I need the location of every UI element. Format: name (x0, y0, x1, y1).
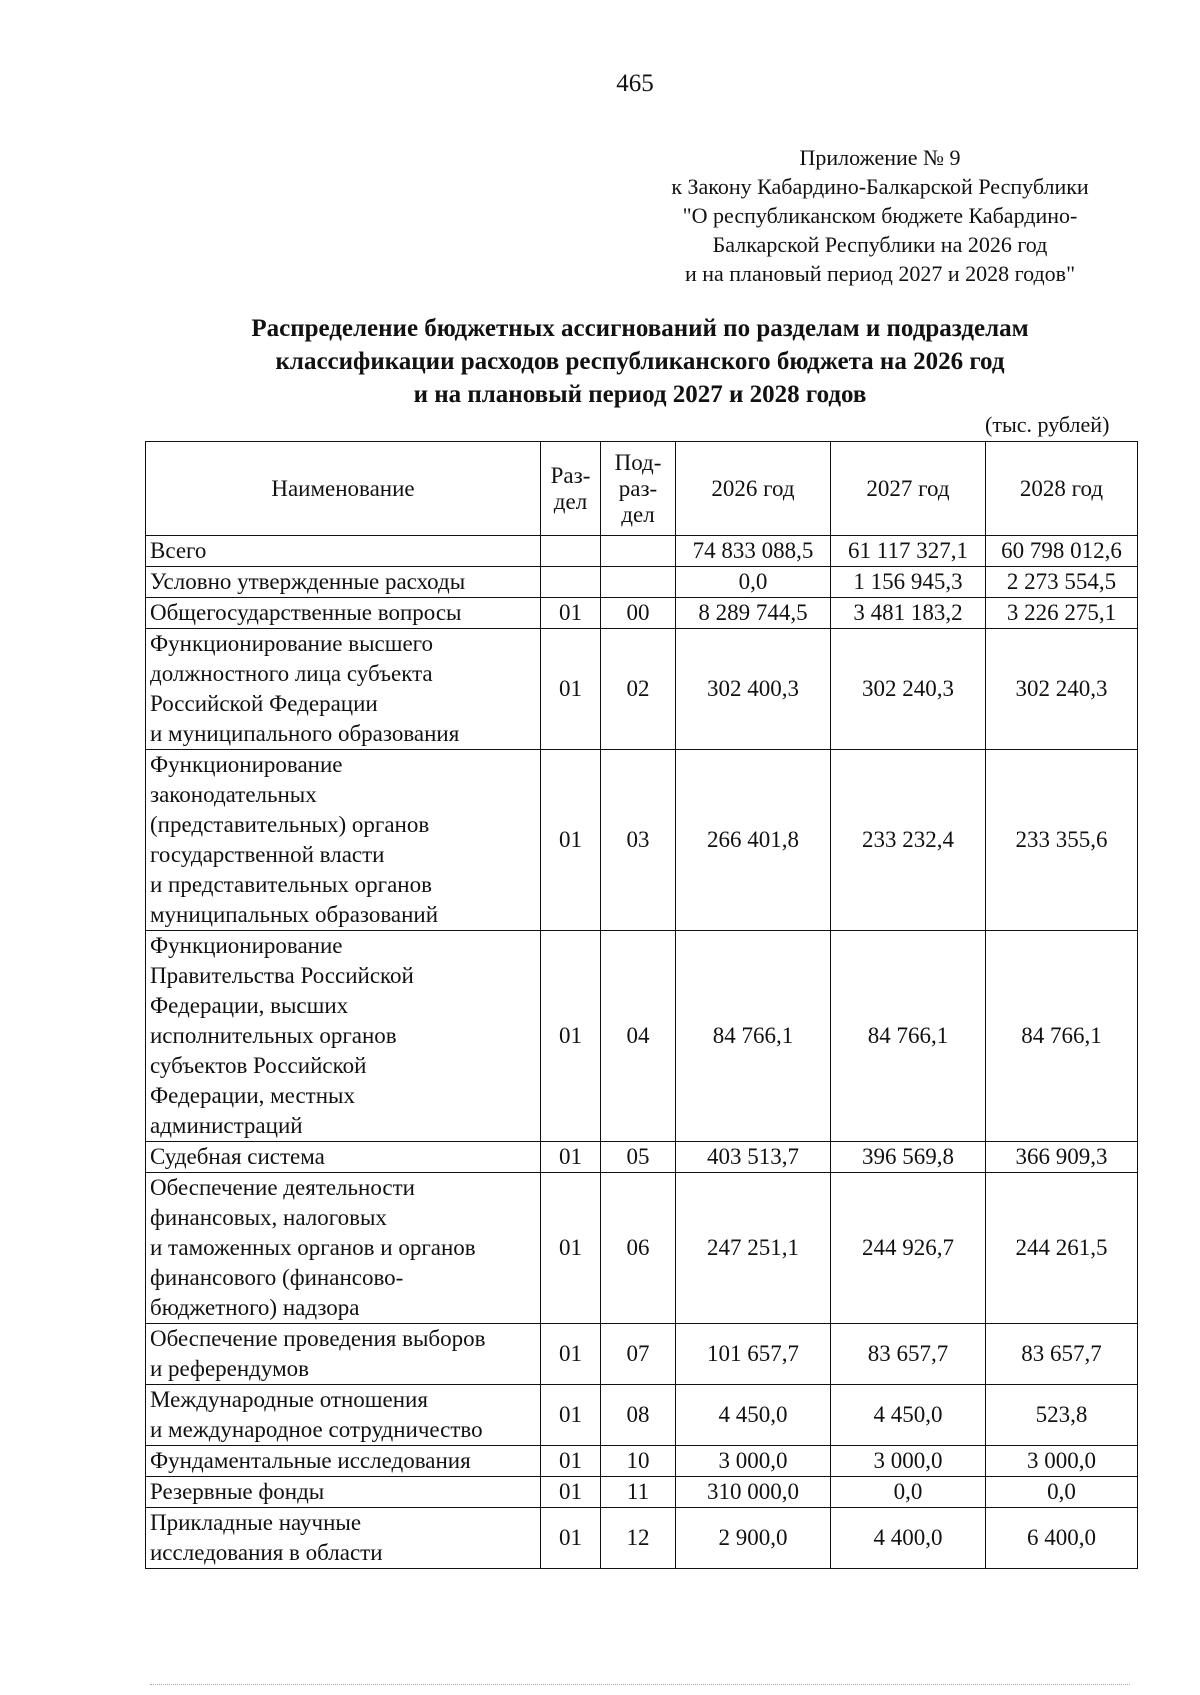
header-2027: 2027 год (831, 442, 986, 536)
table-row (146, 598, 1138, 629)
row-name-line: администраций (150, 1113, 303, 1138)
row-name (146, 629, 541, 750)
cell-y2026: 302 400,3 (676, 629, 831, 750)
cell-y2027: 0,0 (831, 1477, 986, 1508)
row-name-line: должностного лица субъекта (150, 661, 433, 686)
row-name-line: и представительных органов (150, 872, 432, 897)
cell-y2026: 3 000,0 (676, 1446, 831, 1477)
row-name (146, 931, 541, 1142)
cell-y2026: 403 513,7 (676, 1142, 831, 1173)
row-name-line: Международные отношения (150, 1387, 428, 1412)
table-row (146, 536, 1138, 567)
header-2028: 2028 год (986, 442, 1138, 536)
row-name (146, 1508, 541, 1569)
row-name (146, 1324, 541, 1385)
cell-y2027: 233 232,4 (831, 750, 986, 931)
cell-y2026: 74 833 088,5 (676, 536, 831, 567)
cell-section: 01 (541, 750, 601, 931)
row-name-line: Российской Федерации (150, 691, 378, 716)
units-label: (тыс. рублей) (985, 412, 1110, 437)
cell-y2028: 2 273 554,5 (986, 567, 1138, 598)
row-name-line: Функционирование (150, 933, 343, 958)
row-name-line: бюджетного) надзора (150, 1295, 360, 1320)
row-name-line: Всего (150, 538, 207, 563)
row-name-line: исследования в области (150, 1540, 383, 1565)
cell-y2028: 6 400,0 (986, 1508, 1138, 1569)
cell-y2027: 3 481 183,2 (831, 598, 986, 629)
cell-y2026: 2 900,0 (676, 1508, 831, 1569)
table-row (146, 629, 1138, 750)
row-name-line: Федерации, местных (150, 1083, 355, 1108)
cell-subsection: 12 (601, 1508, 676, 1569)
cell-section: 01 (541, 1173, 601, 1324)
appendix-line: Приложение № 9 (799, 145, 961, 170)
table-row (146, 1385, 1138, 1446)
cell-y2027: 61 117 327,1 (831, 536, 986, 567)
appendix-line: и на плановый период 2027 и 2028 годов" (684, 261, 1076, 286)
row-name-line: Функционирование высшего (150, 631, 434, 656)
title-line: Распределение бюджетных ассигнований по разделам и подразделам (251, 315, 1029, 342)
row-name-line: и муниципального образования (150, 721, 460, 746)
row-name (146, 536, 541, 567)
row-name-line: муниципальных образований (150, 902, 439, 927)
cell-y2028: 523,8 (986, 1385, 1138, 1446)
row-name-line: законодательных (150, 782, 317, 807)
table-row (146, 1324, 1138, 1385)
cell-y2026: 0,0 (676, 567, 831, 598)
cell-subsection (601, 567, 676, 598)
row-name-line: Прикладные научные (150, 1510, 362, 1535)
cell-y2028: 3 000,0 (986, 1446, 1138, 1477)
cell-subsection (601, 536, 676, 567)
table-header-row (146, 442, 1138, 536)
budget-table (145, 441, 1138, 1569)
cell-y2027: 302 240,3 (831, 629, 986, 750)
row-name (146, 1385, 541, 1446)
row-name-line: государственной власти (150, 842, 385, 867)
row-name-line: финансового (финансово- (150, 1265, 404, 1290)
row-name-line: Федерации, высших (150, 993, 349, 1018)
cell-y2027: 244 926,7 (831, 1173, 986, 1324)
cell-subsection: 02 (601, 629, 676, 750)
appendix-reference (620, 143, 1140, 288)
cell-y2028: 366 909,3 (986, 1142, 1138, 1173)
cell-y2028: 84 766,1 (986, 931, 1138, 1142)
row-name (146, 1477, 541, 1508)
row-name (146, 1446, 541, 1477)
cell-section: 01 (541, 1142, 601, 1173)
row-name (146, 1142, 541, 1173)
cell-y2028: 233 355,6 (986, 750, 1138, 931)
row-name-line: (представительных) органов (150, 812, 430, 837)
table-row (146, 567, 1138, 598)
cell-y2026: 266 401,8 (676, 750, 831, 931)
row-name-line: Правительства Российской (150, 963, 414, 988)
row-name-line: и референдумов (150, 1356, 309, 1381)
header-subsection-line: дел (621, 501, 655, 527)
cell-section: 01 (541, 629, 601, 750)
table-row (146, 1508, 1138, 1569)
cell-y2026: 8 289 744,5 (676, 598, 831, 629)
cell-subsection: 11 (601, 1477, 676, 1508)
table-row (146, 1142, 1138, 1173)
header-subsection (601, 442, 676, 536)
cell-subsection: 04 (601, 931, 676, 1142)
cell-section: 01 (541, 1446, 601, 1477)
cell-y2027: 3 000,0 (831, 1446, 986, 1477)
title-line: и на плановый период 2027 и 2028 годов (413, 381, 867, 408)
cell-y2027: 4 400,0 (831, 1508, 986, 1569)
header-name: Наименование (146, 442, 541, 536)
table-row (146, 1477, 1138, 1508)
cell-section: 01 (541, 1477, 601, 1508)
table-row (146, 1173, 1138, 1324)
row-name-line: и таможенных органов и органов (150, 1235, 476, 1260)
row-name-line: финансовых, налоговых (150, 1205, 387, 1230)
table-row (146, 1446, 1138, 1477)
row-name-line: исполнительных органов (150, 1023, 397, 1048)
row-name-line: Общегосударственные вопросы (150, 600, 462, 625)
cell-y2027: 83 657,7 (831, 1324, 986, 1385)
cell-y2028: 83 657,7 (986, 1324, 1138, 1385)
cell-section (541, 536, 601, 567)
header-subsection-line: раз- (618, 475, 658, 501)
header-2026: 2026 год (676, 442, 831, 536)
cell-y2028: 3 226 275,1 (986, 598, 1138, 629)
cell-subsection: 05 (601, 1142, 676, 1173)
cell-section: 01 (541, 931, 601, 1142)
row-name (146, 1173, 541, 1324)
cell-section: 01 (541, 598, 601, 629)
row-name (146, 750, 541, 931)
cell-y2027: 396 569,8 (831, 1142, 986, 1173)
cell-y2026: 310 000,0 (676, 1477, 831, 1508)
cell-subsection: 08 (601, 1385, 676, 1446)
table-row (146, 931, 1138, 1142)
cell-y2028: 302 240,3 (986, 629, 1138, 750)
row-name-line: Фундаментальные исследования (150, 1448, 471, 1473)
cell-y2027: 4 450,0 (831, 1385, 986, 1446)
row-name (146, 567, 541, 598)
cell-section: 01 (541, 1508, 601, 1569)
title-line: классификации расходов республиканского бюджета на 2026 год (275, 348, 1005, 375)
page-number: 465 (616, 70, 654, 97)
cell-y2028: 0,0 (986, 1477, 1138, 1508)
header-subsection-line: Под- (614, 449, 662, 475)
cell-subsection: 06 (601, 1173, 676, 1324)
cell-y2026: 101 657,7 (676, 1324, 831, 1385)
row-name-line: Функционирование (150, 752, 343, 777)
cell-subsection: 07 (601, 1324, 676, 1385)
cell-y2026: 84 766,1 (676, 931, 831, 1142)
cell-section: 01 (541, 1324, 601, 1385)
cell-section (541, 567, 601, 598)
cell-subsection: 10 (601, 1446, 676, 1477)
appendix-line: к Закону Кабардино-Балкарской Республики (671, 174, 1089, 199)
cell-subsection: 00 (601, 598, 676, 629)
row-name-line: субъектов Российской (150, 1053, 367, 1078)
cell-y2026: 247 251,1 (676, 1173, 831, 1324)
budget-table-body (146, 536, 1138, 1569)
appendix-line: "О республиканском бюджете Кабардино- (682, 203, 1078, 228)
cell-y2028: 244 261,5 (986, 1173, 1138, 1324)
appendix-line: Балкарской Республики на 2026 год (712, 232, 1048, 257)
cell-y2027: 84 766,1 (831, 931, 986, 1142)
row-name-line: Резервные фонды (150, 1479, 325, 1504)
cell-subsection: 03 (601, 750, 676, 931)
row-name (146, 598, 541, 629)
header-section (541, 442, 601, 536)
cell-y2028: 60 798 012,6 (986, 536, 1138, 567)
row-name-line: и международное сотрудничество (150, 1417, 483, 1442)
row-name-line: Обеспечение деятельности (150, 1175, 415, 1200)
document-title (140, 312, 1140, 411)
row-name-line: Судебная система (150, 1144, 325, 1169)
scan-edge-line (150, 1684, 1130, 1685)
cell-y2026: 4 450,0 (676, 1385, 831, 1446)
header-section-line: Раз- (550, 462, 591, 488)
row-name-line: Обеспечение проведения выборов (150, 1326, 486, 1351)
table-row (146, 750, 1138, 931)
cell-y2027: 1 156 945,3 (831, 567, 986, 598)
header-section-line: дел (553, 488, 588, 514)
row-name-line: Условно утвержденные расходы (150, 569, 466, 594)
cell-section: 01 (541, 1385, 601, 1446)
